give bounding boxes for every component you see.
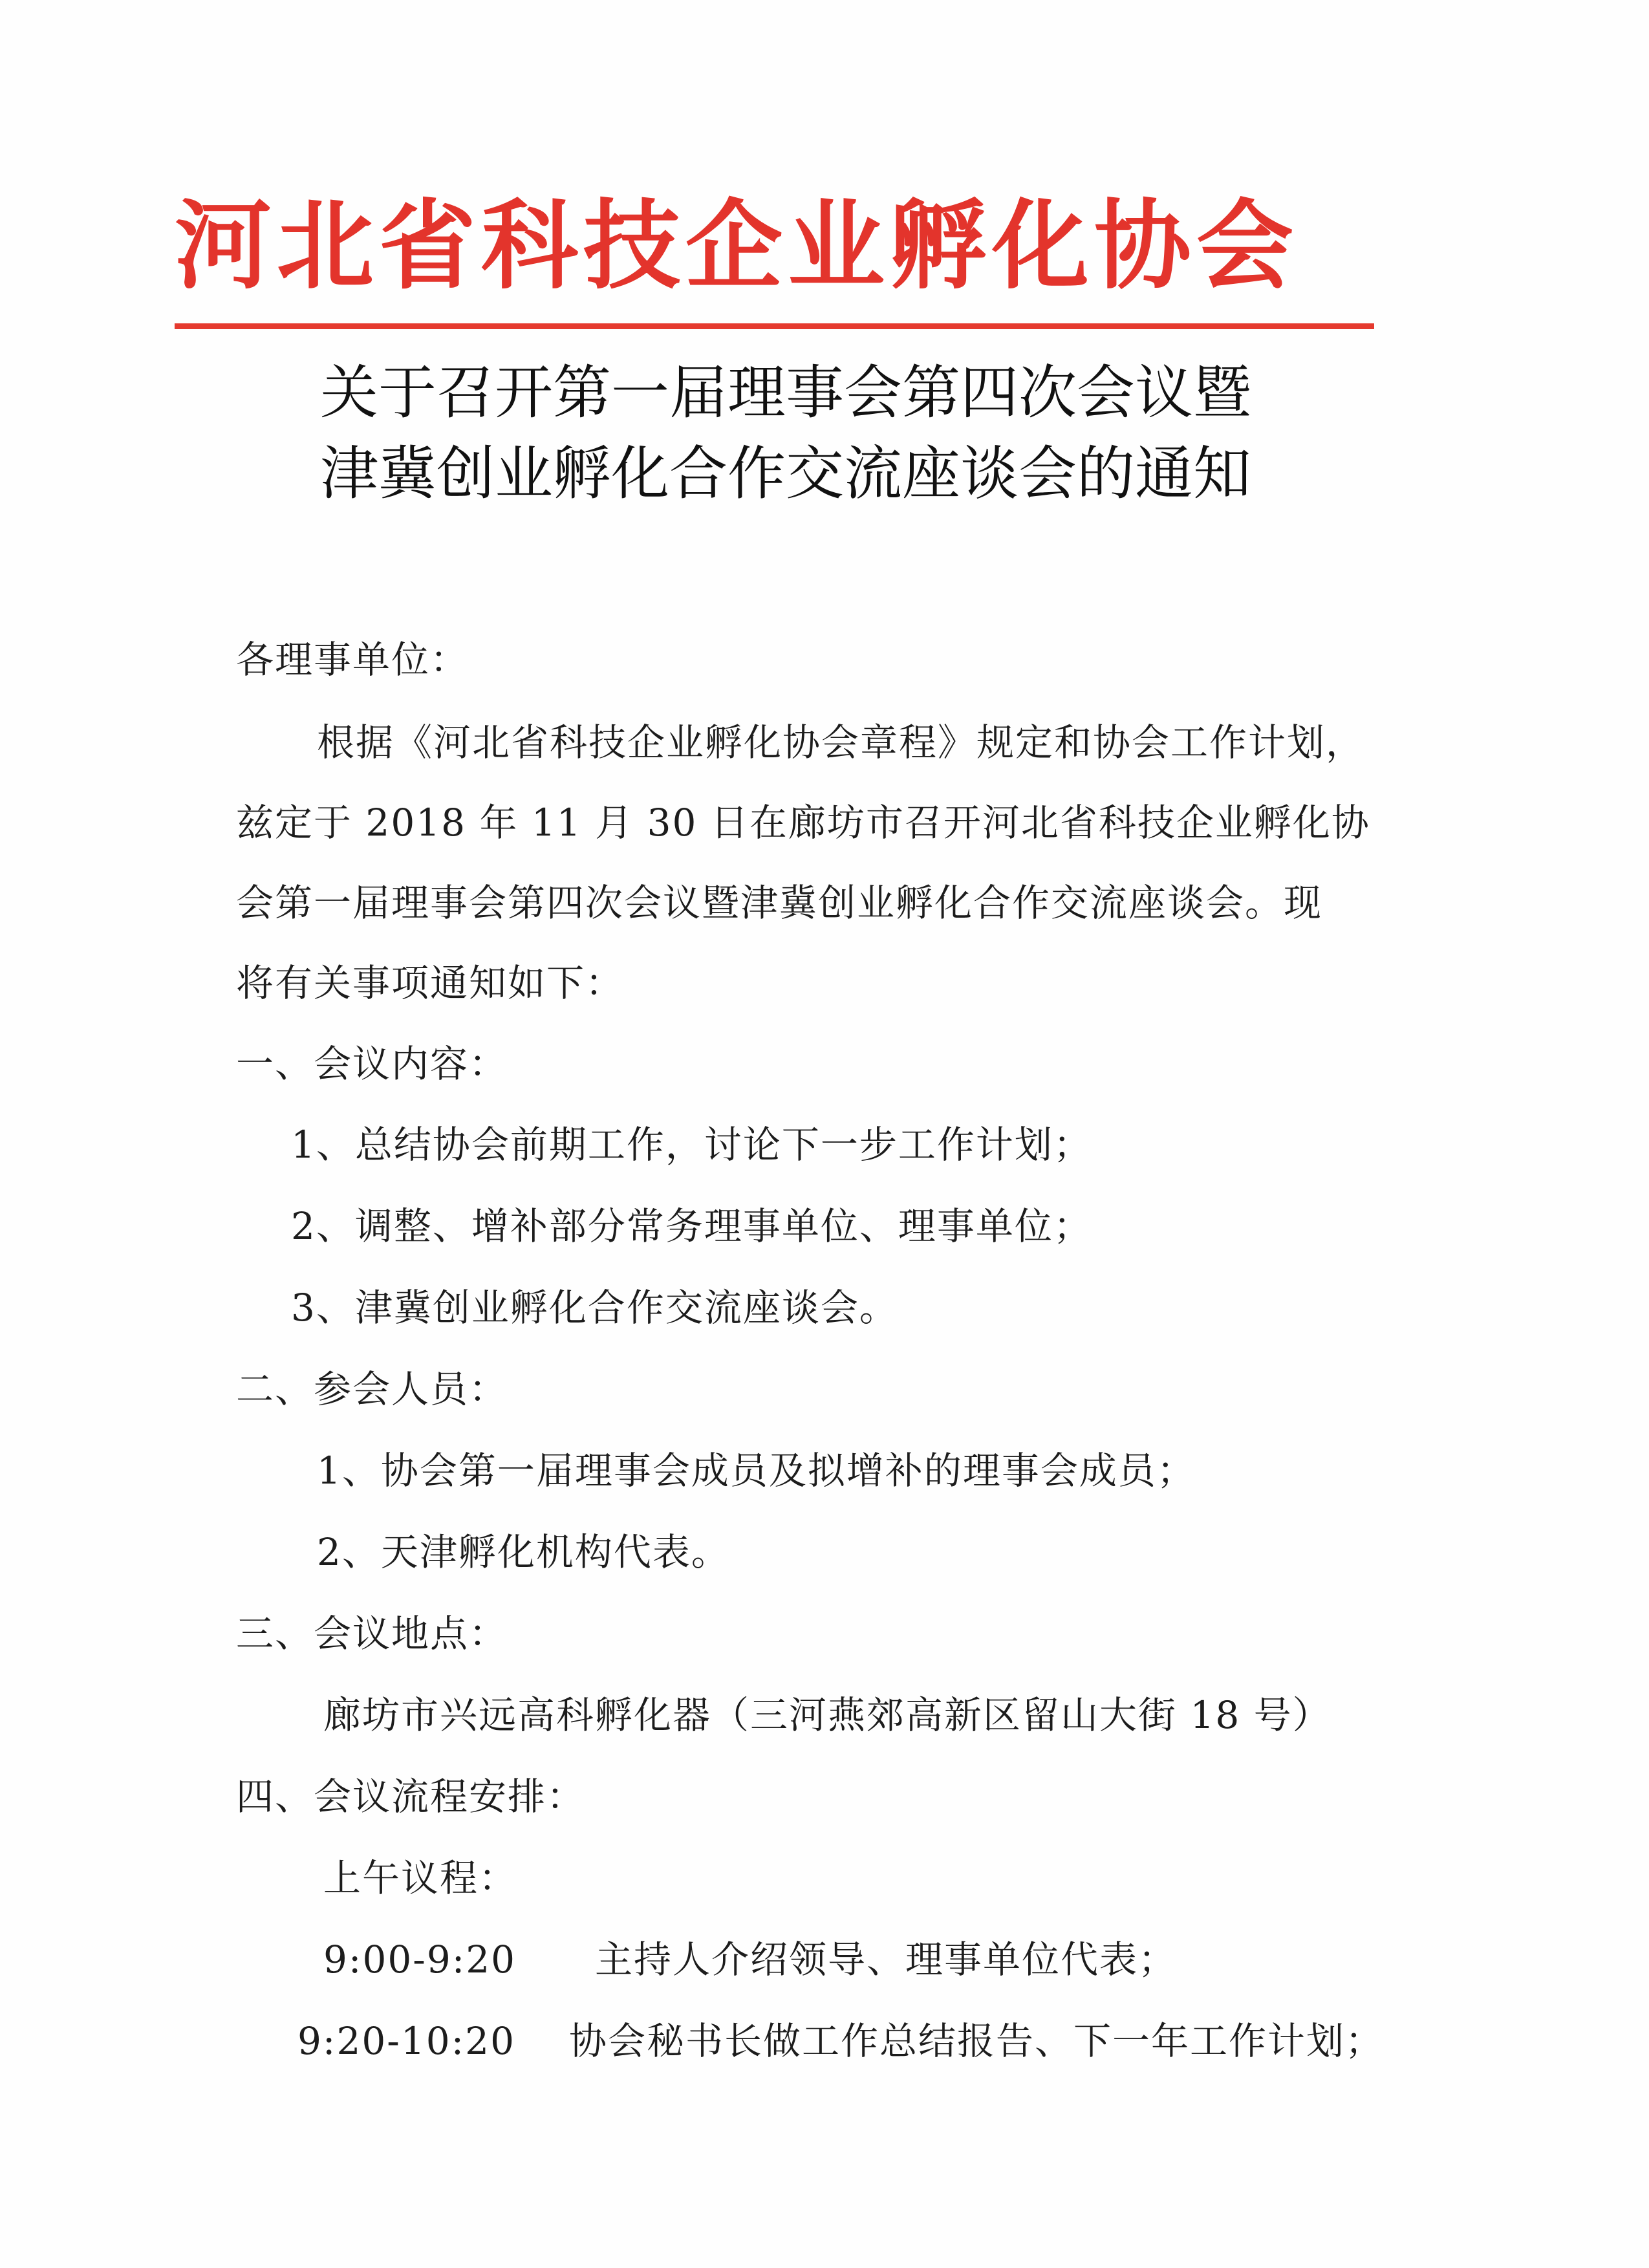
intro-line-2: 兹定于 2018 年 11 月 30 日在廊坊市召开河北省科技企业孵化协 (236, 801, 1370, 845)
intro-line-3: 会第一届理事会第四次会议暨津冀创业孵化合作交流座谈会。现 (236, 881, 1323, 925)
document-title-line-1: 关于召开第一届理事会第四次会议暨 (320, 359, 1251, 427)
venue-address: 廊坊市兴远高科孵化器（三河燕郊高新区留山大街 18 号） (323, 1693, 1331, 1737)
section-2-item-1: 1、协会第一届理事会成员及拟增补的理事会成员； (317, 1449, 1196, 1493)
section-2-item-2: 2、天津孵化机构代表。 (317, 1530, 730, 1574)
section-1-item-2: 2、调整、增补部分常务理事单位、理事单位； (291, 1204, 1092, 1248)
intro-line-1: 根据《河北省科技企业孵化协会章程》规定和协会工作计划， (317, 720, 1365, 764)
schedule-time-2: 9:20-10:20 (297, 2019, 515, 2063)
schedule-desc-2: 协会秘书长做工作总结报告、下一年工作计划； (569, 2019, 1385, 2063)
schedule-desc-1: 主持人介绍领导、理事单位代表； (595, 1938, 1178, 1982)
section-1-heading: 一、会议内容： (236, 1042, 508, 1086)
schedule-time-1: 9:00-9:20 (323, 1938, 517, 1982)
org-name-header: 河北省科技企业孵化协会 (175, 189, 1299, 303)
section-3-heading: 三、会议地点： (236, 1612, 508, 1656)
red-divider-rule (175, 323, 1374, 329)
section-4-heading: 四、会议流程安排： (236, 1775, 586, 1819)
salutation: 各理事单位： (236, 638, 469, 682)
morning-agenda-label: 上午议程： (323, 1856, 518, 1900)
document-title (320, 352, 1355, 514)
section-1-item-1: 1、总结协会前期工作，讨论下一步工作计划； (291, 1123, 1092, 1167)
document-title-line-2: 津冀创业孵化合作交流座谈会的通知 (320, 440, 1251, 508)
section-1-item-3: 3、津冀创业孵化合作交流座谈会。 (291, 1286, 898, 1330)
section-2-heading: 二、参会人员： (236, 1367, 508, 1411)
intro-line-4: 将有关事项通知如下： (236, 961, 625, 1005)
